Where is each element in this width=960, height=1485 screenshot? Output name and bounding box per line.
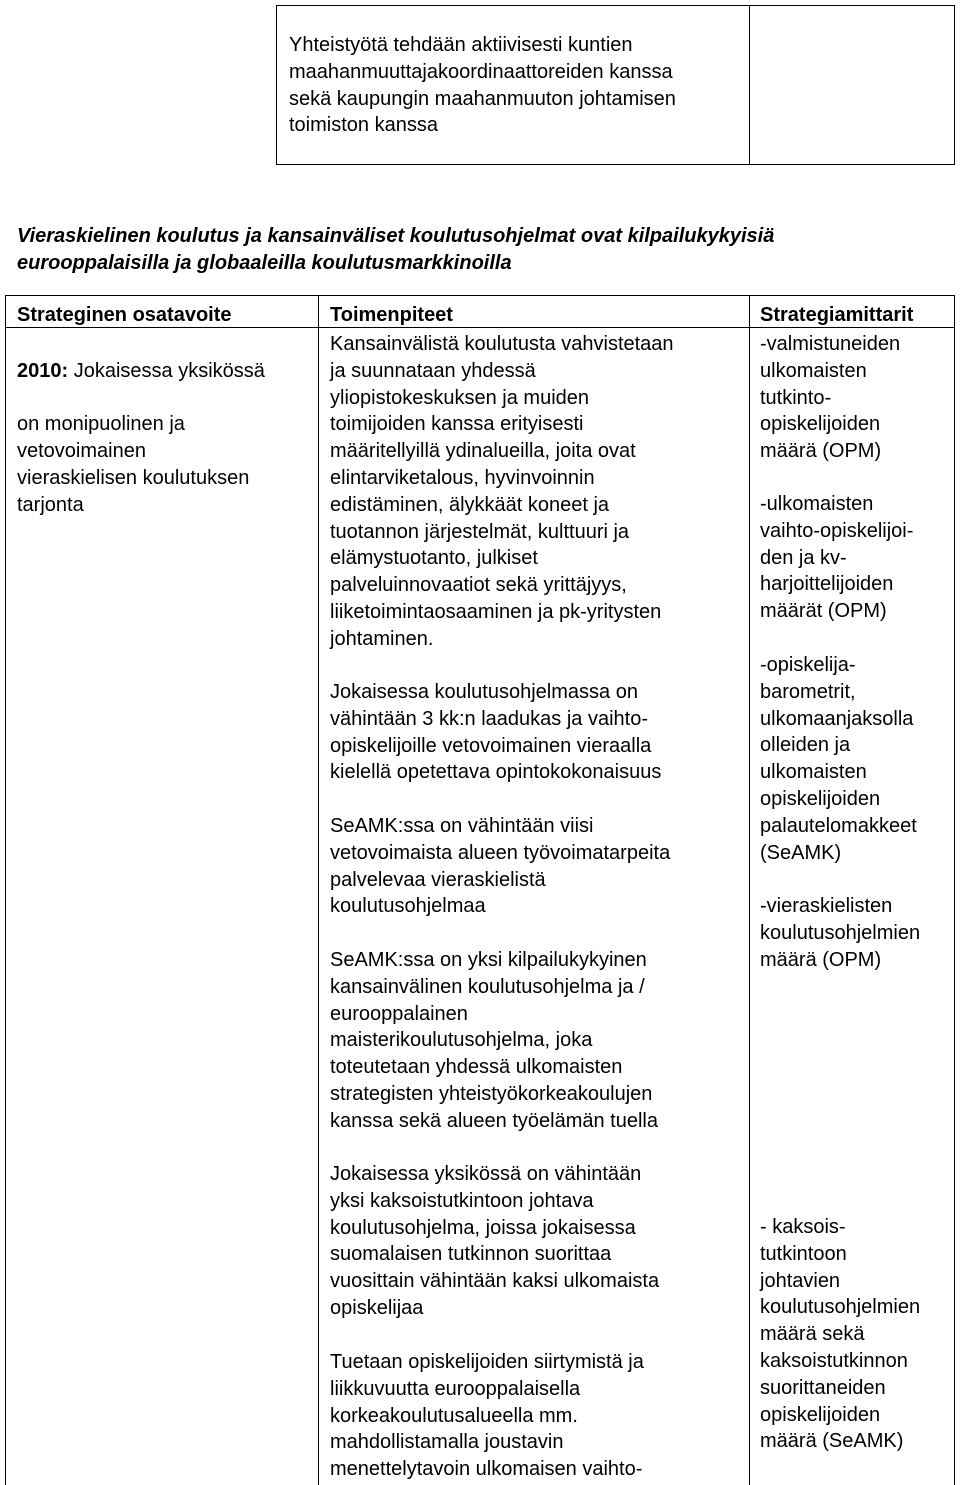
top-table-border-left — [276, 5, 277, 165]
measure-1: Kansainvälistä koulutusta vahvistetaan ja suunnataan yhdessä yliopistokeskuksen ja muiden toimijoiden kanssa erityisesti määritellyillä ydinalueilla, joita ovat elintarviketalous, hyvinvoinnin edistäminen, älykkäät koneet ja tuotannon järjestelmät, kulttuuri ja elämystuotanto, julkiset palveluinnovaatiot sekä yrittäjyys, liiketoimintaosaaminen ja pk-yritysten johtaminen. — [330, 333, 674, 650]
indicator-2: -ulkomaisten vaihto-opiskelijoi- den ja kv- harjoittelijoiden määrät (OPM) — [760, 493, 914, 623]
top-table-border-right — [954, 5, 955, 165]
top-table-border-top — [276, 5, 955, 6]
header-indicators: Strategiamittarit — [760, 304, 914, 326]
column-divider-2 — [749, 295, 750, 1485]
header-actions: Toimenpiteet — [330, 304, 453, 326]
indicator-4: -vieraskielisten koulutusohjelmien määrä (OPM) — [760, 895, 921, 971]
measure-3: SeAMK:ssa on vähintään viisi vetovoimaista alueen työvoimatarpeita palvelevaa vieraskielistä koulutusohjelmaa — [330, 815, 671, 918]
top-cell-text: Yhteistyötä tehdään aktiivisesti kuntien maahanmuuttajakoordinaattoreiden kanssa sekä kaupungin maahanmuuton johtamisen toimiston kanssa — [289, 34, 676, 137]
goal-cell — [17, 331, 312, 545]
main-table-border-top — [5, 295, 955, 296]
goal-text: on monipuolinen ja vetovoimainen vieraskielisen koulutuksen tarjonta — [17, 413, 250, 516]
section-heading-line-1: Vieraskielinen koulutus ja kansainväliset koulutusohjelmat ovat kilpailukykyisiä — [17, 225, 775, 247]
goal-first-line: Jokaisessa yksikössä — [68, 359, 265, 382]
measure-5: Jokaisessa yksikössä on vähintään yksi kaksoistutkintoon johtava koulutusohjelma, joissa jokaisessa suomalaisen tutkinnon suorittaa vuosittain vähintään kaksi ulkomaista opiskelijaa — [330, 1163, 660, 1319]
main-table-border-left — [5, 295, 6, 1485]
measure-2: Jokaisessa koulutusohjelmassa on vähintään 3 kk:n laadukas ja vaihto- opiskelijoille vetovoimainen vieraalla kielellä opetettava opintokokonaisuus — [330, 681, 662, 784]
section-heading-line-2: eurooppalaisilla ja globaaleilla koulutusmarkkinoilla — [17, 252, 512, 274]
goal-year: 2010: — [17, 359, 69, 382]
measure-4: SeAMK:ssa on yksi kilpailukykyinen kansainvälinen koulutusohjelma ja / eurooppalainen maisterikoulutusohjelma, joka toteutetaan yhdessä ulkomaisten strategisten yhteistyökorkeakoulujen kanssa sekä alueen työelämän tuella — [330, 949, 658, 1132]
indicator-3: -opiskelija- barometrit, ulkomaanjaksolla olleiden ja ulkomaisten opiskelijoiden palautelomakkeet (SeAMK) — [760, 654, 917, 864]
indicator-1: -valmistuneiden ulkomaisten tutkinto- opiskelijoiden määrä (OPM) — [760, 333, 901, 463]
top-table-border-middle — [749, 5, 750, 165]
top-table-border-bottom — [276, 164, 955, 165]
header-strategic-goal: Strateginen osatavoite — [17, 304, 232, 326]
indicator-5: - kaksois- tutkintoon johtavien koulutusohjelmien määrä sekä kaksoistutkinnon suorittaneiden opiskelijoiden määrä (SeAMK) — [760, 1216, 921, 1453]
main-table-border-right — [954, 295, 955, 1485]
measure-6: Tuetaan opiskelijoiden siirtymistä ja liikkuvuutta eurooppalaisella korkeakoulutusalueella mm. mahdollistamalla joustavin menettelytavoin ulkomaisen vaihto- — [330, 1351, 644, 1481]
column-divider-1 — [318, 295, 319, 1485]
